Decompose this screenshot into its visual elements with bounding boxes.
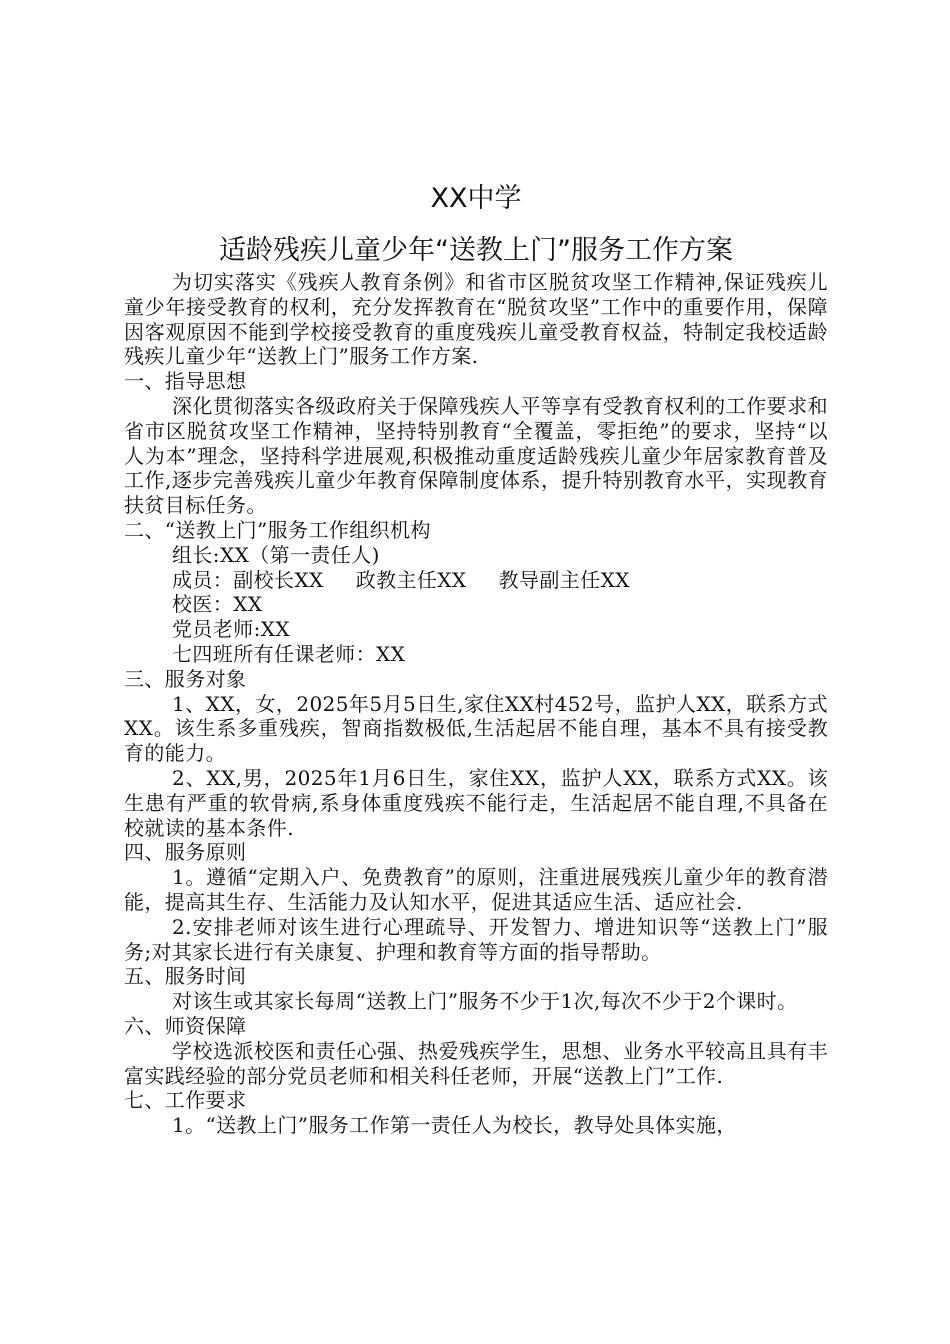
section-4-paragraph-1: 1。遵循“定期入户、免费教育”的原则，注重进展残疾儿童少年的教育潜能，提高其生存、生活能力及认知水平，促进其适应生活、适应社会. bbox=[124, 865, 828, 914]
section-heading-5: 五、服务时间 bbox=[124, 964, 247, 989]
section-heading-4: 四、服务原则 bbox=[124, 840, 247, 865]
section-heading-6: 六、师资保障 bbox=[124, 1013, 247, 1038]
org-party-teacher: 党员老师:XX bbox=[172, 617, 291, 642]
section-heading-1: 一、指导思想 bbox=[124, 369, 247, 394]
org-leader: 组长:XX（第一责任人) bbox=[172, 542, 380, 567]
org-class-teachers: 七四班所有任课老师：XX bbox=[172, 641, 406, 666]
section-heading-7: 七、工作要求 bbox=[124, 1088, 247, 1113]
section-6-paragraph: 学校选派校医和责任心强、热爱残疾学生，思想、业务水平较高且具有丰富实践经验的部分党员老师和相关科任老师，开展“送教上门”工作. bbox=[124, 1038, 828, 1088]
org-member-2: 政教主任XX bbox=[355, 567, 467, 592]
document-page bbox=[124, 180, 828, 1138]
section-heading-2: 二、“送教上门”服务工作组织机构 bbox=[124, 517, 431, 542]
intro-paragraph: 为切实落实《残疾人教育条例》和省市区脱贫攻坚工作精神,保证残疾儿童少年接受教育的权利，充分发挥教育在“脱贫攻坚”工作中的重要作用，保障因客观原因不能到学校接受教育的重度残疾儿童受教育权益，特制定我校适龄残疾儿童少年“送教上门”服务工作方案. bbox=[124, 270, 828, 369]
section-4-paragraph-2: 2.安排老师对该生进行心理疏导、开发智力、增进知识等“送教上门”服务;对其家长进行有关康复、护理和教育等方面的指导帮助。 bbox=[124, 914, 828, 964]
document-title: XX中学 bbox=[430, 183, 522, 214]
org-members bbox=[124, 568, 828, 593]
org-member-3: 教导副主任XX bbox=[498, 567, 630, 592]
document-subtitle: 适龄残疾儿童少年“送教上门”服务工作方案 bbox=[219, 235, 733, 266]
section-5-paragraph: 对该生或其家长每周“送教上门”服务不少于1次,每次不少于2个课时。 bbox=[172, 989, 798, 1014]
section-3-paragraph-2: 2、XX,男，2025年1月6日生，家住XX，监护人XX，联系方式XX。该生患有严重的软骨病,系身体重度残疾不能行走，生活起居不能自理,不具备在校就读的基本条件. bbox=[124, 765, 828, 840]
section-heading-3: 三、服务对象 bbox=[124, 666, 247, 691]
section-3-paragraph-1: 1、XX，女，2025年5月5日生,家住XX村452号，监护人XX，联系方式XX。该生系多重残疾，智商指数极低,生活起居不能自理，基本不具有接受教育的能力。 bbox=[124, 691, 828, 766]
org-member-1: 成员：副校长XX bbox=[172, 567, 324, 592]
section-1-paragraph: 深化贯彻落实各级政府关于保障残疾人平等享有受教育权利的工作要求和省市区脱贫攻坚工作精神，坚持特别教育“全覆盖，零拒绝”的要求，坚持“以人为本”理念，坚持科学进展观,积极推动重度适龄残疾儿童少年居家教育普及工作,逐步完善残疾儿童少年教育保障制度体系，提升特别教育水平，实现教育扶贫目标任务。 bbox=[124, 393, 828, 518]
org-doctor: 校医：XX bbox=[172, 592, 263, 617]
section-7-paragraph: 1。“送教上门”服务工作第一责任人为校长，教导处具体实施， bbox=[172, 1113, 737, 1138]
